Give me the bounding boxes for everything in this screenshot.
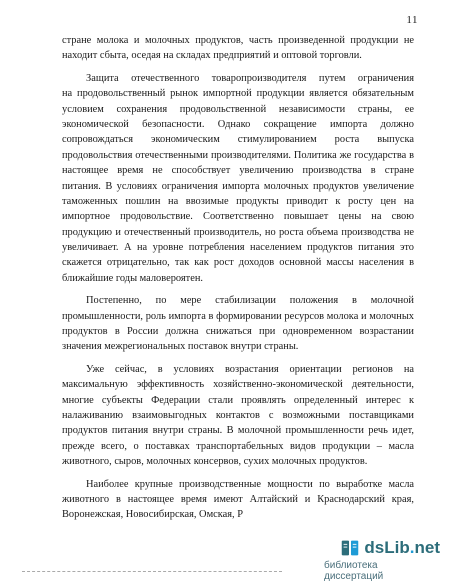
paragraph: [62, 477, 414, 523]
watermark-tagline: библиотека диссертаций: [324, 560, 384, 582]
watermark-logo: [339, 537, 440, 559]
text-line: продуктов питания внутри страны. В молочной промышленности речь идет,: [62, 425, 414, 437]
text-line: животного в настоящее время имеют Алтайский и Краснодарский края,: [62, 494, 414, 505]
text-line: Наиболее крупные производственные мощности по выработке масла: [86, 478, 414, 490]
text-line: многие субъекты Федерации стали проявлять определенный интерес к: [62, 394, 414, 406]
paragraph: [62, 362, 414, 470]
text-line: промышленности, роль импорта в формировании ресурсов молока и молочных: [62, 310, 414, 322]
text-line: находит сбыта, оседая на складах предприятий и оптовой торговли.: [62, 50, 362, 62]
text-line: настоящее время не способствует увеличению производства в стране: [62, 165, 414, 177]
text-line: Воронежская, Новосибирская, Омская, Р: [62, 509, 244, 521]
paragraph: [62, 71, 414, 286]
text-line: продуктов в России должна снижаться при одновременном возрастании: [62, 326, 414, 338]
watermark[interactable]: [324, 535, 444, 582]
text-line: Защита отечественного товаропроизводителя путем ограничения: [86, 72, 414, 84]
text-line: значения межрегиональных поставок внутри страны.: [62, 341, 299, 353]
text-line: максимальную эффективность хозяйственно-экономической деятельности,: [62, 379, 414, 391]
text-line: налаживанию взаимовыгодных контактов с возможными поставщиками: [62, 410, 414, 422]
text-line: скажется отрицательно, так как рост доходов основной массы населения в: [62, 257, 414, 269]
text-line: животного, сыров, молочных консервов, сухих молочных продуктов.: [62, 456, 368, 468]
book-icon: [339, 537, 361, 559]
page-edge-line: [22, 571, 282, 573]
text-line: таможенных пошлин на ввозимые продукты приводит к росту цен на: [62, 195, 414, 207]
paragraph: [62, 33, 414, 64]
text-line: экономической безопасности. Однако сокращение импорта должно: [62, 118, 414, 130]
text-line: ближайшие годы маловероятен.: [62, 272, 203, 284]
text-line: Постепенно, по мере стабилизации положения в молочной: [86, 295, 414, 307]
text-line: на продовольственный рынок импортной продукции является обязательным: [62, 88, 414, 100]
text-line: продукцию и отечественный производитель, но роста объема производства не: [62, 226, 414, 238]
text-line: питания. В условиях ограничения импорта молочных продуктов увеличение: [62, 180, 414, 192]
document-body: [62, 33, 414, 530]
paragraph: [62, 293, 414, 355]
watermark-brand: dsLib.net: [364, 538, 440, 557]
text-line: условием сохранения продовольственной независимости страны, ее: [62, 103, 414, 115]
text-line: стране молока и молочных продуктов, часть произведенной продукции не: [62, 35, 414, 46]
text-line: сопровождаться экономическим стимулированием роста выпуска: [62, 134, 414, 146]
page-number: 11: [406, 14, 418, 26]
text-line: прежде всего, о поставках транспортабельных видов продукции – масла: [62, 440, 414, 452]
text-line: увеличивает. А на уровне потребления населением продуктов питания это: [62, 242, 414, 254]
text-line: Уже сейчас, в условиях возрастания ориентации регионов на: [86, 363, 414, 375]
text-line: продовольствия отечественными производителями. Политика же государства в: [62, 149, 414, 161]
text-line: импортное продовольствие. Соответственно повышает цены на свою: [62, 211, 414, 223]
